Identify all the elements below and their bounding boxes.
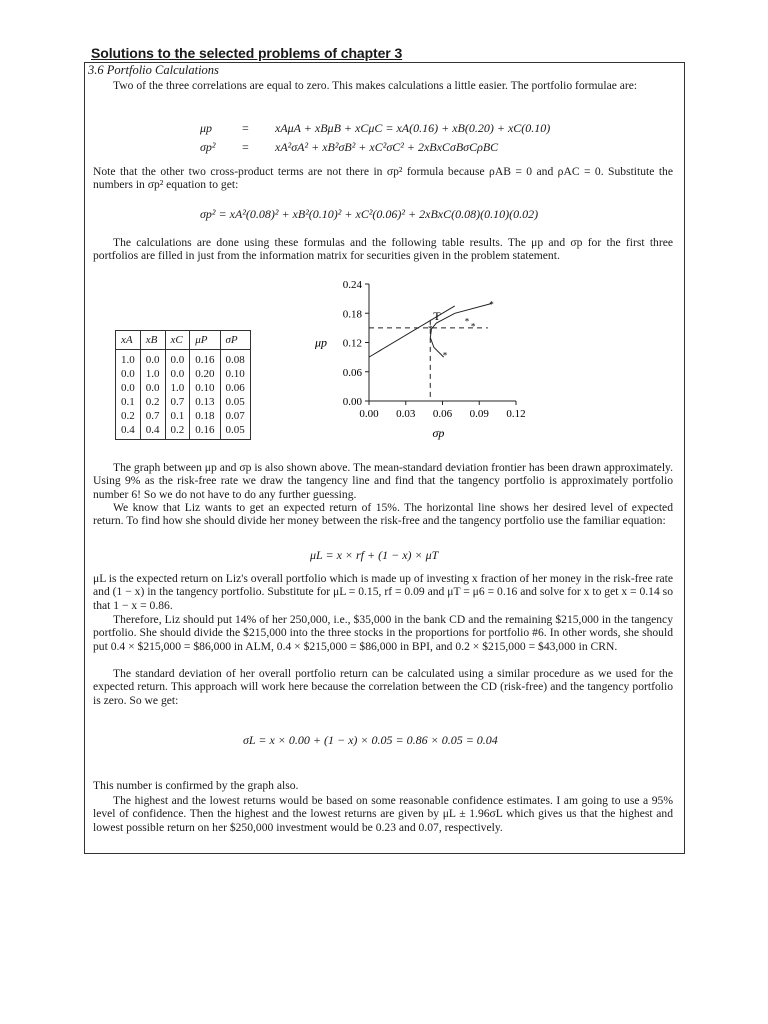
frontier-chart <box>305 272 535 447</box>
x-tick-label: 0.06 <box>432 408 453 420</box>
x-tick-label: 0.09 <box>469 408 489 420</box>
y-axis-label: μp <box>315 335 328 350</box>
table-cell: 0.20 <box>190 367 220 381</box>
portfolio-table <box>115 330 251 440</box>
paragraph-substitution: μL is the expected return on Liz's overall portfolio which is made up of investing x fraction of her money in the risk-free rate and (1 − x) in the tangency portfolio. Substitute for μL = 0.15, rf = 0.09 and μT = μ6 = 0.16 and solve for x to get x = 0.14 so that 1 − x = 0.86. <box>93 572 673 612</box>
x-tick-label: 0.00 <box>359 408 379 420</box>
table-cell: 0.13 <box>190 395 220 409</box>
table-cell: 0.1 <box>165 409 190 423</box>
y-tick-label: 0.00 <box>342 396 362 408</box>
table-cell: 0.16 <box>190 423 220 440</box>
header-mu: μP <box>190 331 220 350</box>
paragraph-graph: The graph between μp and σp is also shown above. The mean-standard deviation frontier has been drawn approximately. Using 9% as the risk-free rate we draw the tangency line and find that the tangency portfolio is approximately portfolio number 6! So we do not have to do any further guessing. <box>93 461 673 501</box>
y-tick-label: 0.18 <box>342 308 362 321</box>
table-row <box>116 423 251 440</box>
paragraph-cross-terms: Note that the other two cross-product terms are not there in σp² formula because ρAB = 0 and ρAC = 0. Substitute the numbers in σp² equation to get: <box>93 165 673 192</box>
table-cell: 0.0 <box>116 367 141 381</box>
paragraph-expected-return: We know that Liz wants to get an expected return of 15%. The horizontal line shows her desired level of expected return. To find how she should divide her money between the risk-free and the tangency portfolio use the familiar equation: <box>93 501 673 528</box>
table-cell: 0.05 <box>220 395 250 409</box>
table-cell: 0.2 <box>165 423 190 440</box>
y-tick-label: 0.24 <box>342 279 362 291</box>
table-row <box>116 409 251 423</box>
table-cell: 0.0 <box>165 367 190 381</box>
x-tick-label: 0.03 <box>396 408 416 420</box>
portfolio-marker: * <box>489 299 494 310</box>
section-title: 3.6 Portfolio Calculations <box>88 63 219 77</box>
table-cell: 0.0 <box>140 350 165 368</box>
table-cell: 0.4 <box>140 423 165 440</box>
equation-variance-rhs: xA²σA² + xB²σB² + xC²σC² + 2xBxCσBσCρBC <box>275 140 499 154</box>
equation-mean-eq: = <box>242 121 249 135</box>
paragraph-allocation: Therefore, Liz should put 14% of her 250,000, i.e., $35,000 in the bank CD and the remaining $215,000 in the tangency portfolio. She should divide the $215,000 into the three stocks in the proportions for portfolio #6. In other words, she should put 0.4 × $215,000 = $86,000 in ALM, 0.4 × $215,000 = $86,000 in BPI, and 0.2 × $215,000 = $43,000 in CRN. <box>93 613 673 653</box>
equation-liz-sigma: σL = x × 0.00 + (1 − x) × 0.05 = 0.86 × 0.05 = 0.04 <box>243 733 498 747</box>
table-cell: 1.0 <box>116 350 141 368</box>
equation-mean-rhs: xAμA + xBμB + xCμC = xA(0.16) + xB(0.20) + xC(0.10) <box>275 121 551 135</box>
table-row <box>116 367 251 381</box>
header-sigma: σP <box>220 331 250 350</box>
table-cell: 0.10 <box>220 367 250 381</box>
table-cell: 0.0 <box>140 381 165 395</box>
portfolio-marker: * <box>428 323 433 334</box>
equation-variance-lhs: σp² <box>200 140 216 154</box>
table-cell: 0.0 <box>165 350 190 368</box>
table-cell: 0.7 <box>140 409 165 423</box>
page-heading: Solutions to the selected problems of chapter 3 <box>91 45 403 61</box>
paragraph-confidence: The highest and the lowest returns would be based on some reasonable confidence estimates. I am going to use a 95% level of confidence. Then the highest and the lowest returns are given by μL ± 1.96σL which gives us that the highest and lowest possible return on her $250,000 investment would be 0.23 and 0.07, respectively. <box>93 794 673 834</box>
paragraph-formulae-intro: Two of the three correlations are equal to zero. This makes calculations a little easier. The portfolio formulae are: <box>113 79 638 92</box>
paragraph-standard-deviation: The standard deviation of her overall portfolio return can be calculated using a similar procedure as we used for the expected return. This approach will work here because the correlation between the CD (risk-free) and the tangency portfolio is zero. So we get: <box>93 667 673 707</box>
tangency-point-label: T <box>433 308 441 323</box>
portfolio-marker: * <box>442 350 448 361</box>
y-tick-label: 0.12 <box>342 337 362 350</box>
table-cell: 0.7 <box>165 395 190 409</box>
table-row <box>116 350 251 368</box>
header-xc: xC <box>165 331 190 350</box>
table-cell: 0.10 <box>190 381 220 395</box>
y-tick-label: 0.06 <box>342 366 362 379</box>
table-cell: 0.1 <box>116 395 141 409</box>
table-cell: 0.4 <box>116 423 141 440</box>
table-cell: 0.18 <box>190 409 220 423</box>
equation-variance-eq: = <box>242 140 249 154</box>
table-cell: 0.08 <box>220 350 250 368</box>
table-cell: 1.0 <box>165 381 190 395</box>
table-header-row <box>116 331 251 350</box>
x-tick-label: 0.12 <box>506 408 526 420</box>
table-cell: 0.07 <box>220 409 250 423</box>
header-xa: xA <box>116 331 141 350</box>
paragraph-table-intro: The calculations are done using these formulas and the following table results. The μp and σp for the first three portfolios are filled in just from the information matrix for securities given in the problem statement. <box>93 236 673 263</box>
table-cell: 0.0 <box>116 381 141 395</box>
table-cell: 1.0 <box>140 367 165 381</box>
equation-variance-numeric: σp² = xA²(0.08)² + xB²(0.10)² + xC²(0.06)² + 2xBxC(0.08)(0.10)(0.02) <box>200 207 539 221</box>
header-xb: xB <box>140 331 165 350</box>
table-cell: 0.2 <box>116 409 141 423</box>
table-cell: 0.06 <box>220 381 250 395</box>
portfolio-marker: * <box>464 316 470 327</box>
table-row <box>116 395 251 409</box>
table-cell: 0.16 <box>190 350 220 368</box>
table-cell: 0.05 <box>220 423 250 440</box>
table-row <box>116 381 251 395</box>
x-axis-label: σp <box>432 426 445 440</box>
table-cell: 0.2 <box>140 395 165 409</box>
equation-liz-return: μL = x × rf + (1 − x) × μT <box>310 548 439 562</box>
equation-mean-lhs: μp <box>200 121 213 135</box>
paragraph-confirmed: This number is confirmed by the graph also. <box>93 779 299 792</box>
tangency-line <box>369 306 455 357</box>
portfolio-marker: * <box>470 321 476 332</box>
